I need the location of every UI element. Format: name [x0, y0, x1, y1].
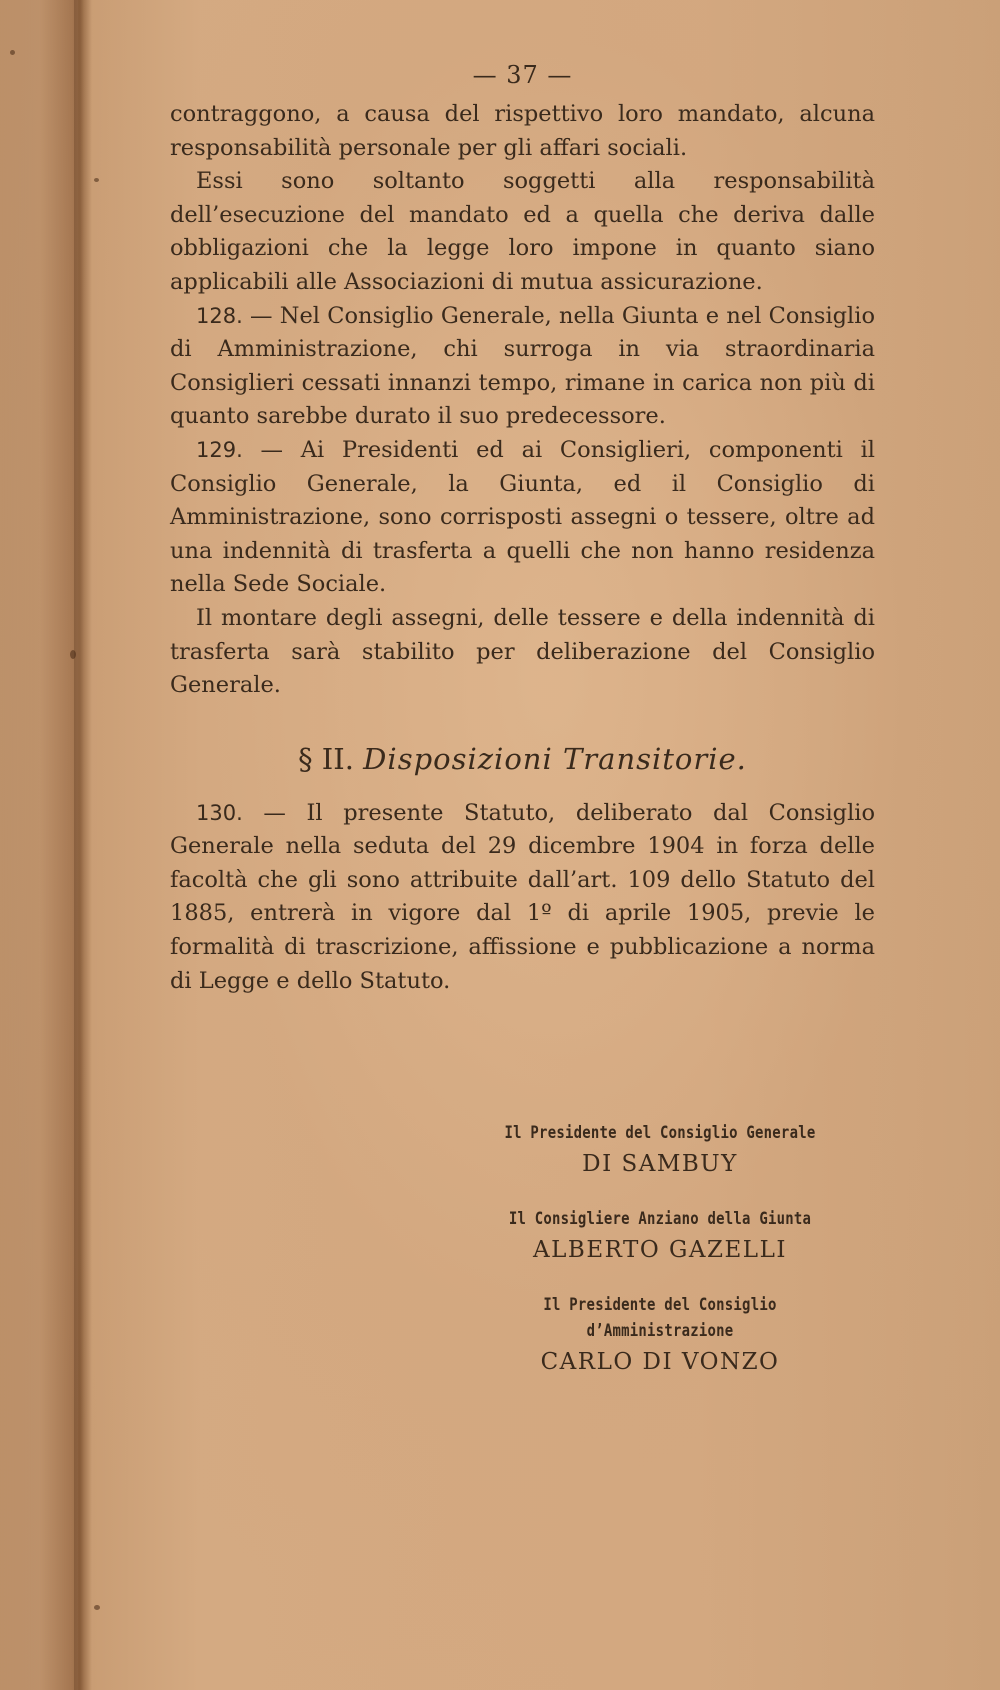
article-number: 129. [196, 437, 243, 462]
paper-spot [94, 178, 99, 182]
section-prefix: § II. [298, 741, 354, 776]
article-number: 128. [196, 303, 243, 328]
article-129 [170, 434, 875, 602]
signatory-role: Il Consigliere Anziano della Giunta [508, 1209, 812, 1229]
paper-spot [10, 50, 15, 55]
paragraph-continuation: contraggono, a causa del rispettivo loro mandato, alcuna responsabilità personale per gli affari sociali. [170, 101, 875, 161]
article-text: — Nel Consiglio Generale, nella Giunta e nel Consiglio di Amministrazione, chi surroga in via straordinaria Consiglieri cessati innanzi tempo, rimane in carica non più di quanto sarebbe durato il suo predecessore. [170, 302, 875, 430]
paper-spot [94, 1605, 100, 1610]
body-text [170, 60, 875, 998]
page-number: — 37 — [472, 61, 573, 89]
article-text: — Ai Presidenti ed ai Consiglieri, componenti il Consiglio Generale, la Giunta, ed il Consiglio di Amministrazione, sono corrisposti assegni o tessere, oltre ad una indennità di trasferta a quelli che non hanno residenza nella Sede Sociale. [170, 436, 875, 598]
section-title: Disposizioni Transitorie. [363, 741, 747, 776]
section-heading [170, 741, 875, 777]
article-text: — Il presente Statuto, deliberato dal Consiglio Generale nella seduta del 29 dicembre 1904 in forza delle facoltà che gli sono attribuite dall’art. 109 dello Statuto del 1885, entrerà in vigore dal 1º di aprile 1905, previe le formalità di trascrizione, affissione e pubblicazione a norma di Legge e dello Statuto. [170, 799, 876, 994]
paragraph-allowances: Il montare degli assegni, delle tessere e della indennità di trasferta sarà stabilito per deliberazione del Consiglio Generale. [170, 604, 875, 699]
binding-fold [74, 0, 84, 1690]
signature-block [430, 1120, 890, 1404]
signatory-role: Il Presidente del Consiglio Generale [504, 1123, 816, 1143]
signatory-role: Il Presidente del Consiglio d’Amministrazione [543, 1295, 777, 1341]
paper-spot [70, 650, 76, 659]
article-130 [170, 797, 875, 999]
signatory-name: CARLO DI VONZO [540, 1349, 780, 1375]
article-number: 130. [196, 800, 243, 825]
signatory-name: DI SAMBUY [582, 1151, 738, 1177]
article-128 [170, 300, 875, 434]
paragraph-responsibility: Essi sono soltanto soggetti alla responsabilità dell’esecuzione del mandato ed a quella che deriva dalle obbligazioni che la legge loro impone in quanto siano applicabili alle Associazioni di mutua assicurazione. [170, 168, 875, 295]
previous-page-edge [0, 0, 78, 1690]
signatory-name: ALBERTO GAZELLI [533, 1237, 787, 1263]
